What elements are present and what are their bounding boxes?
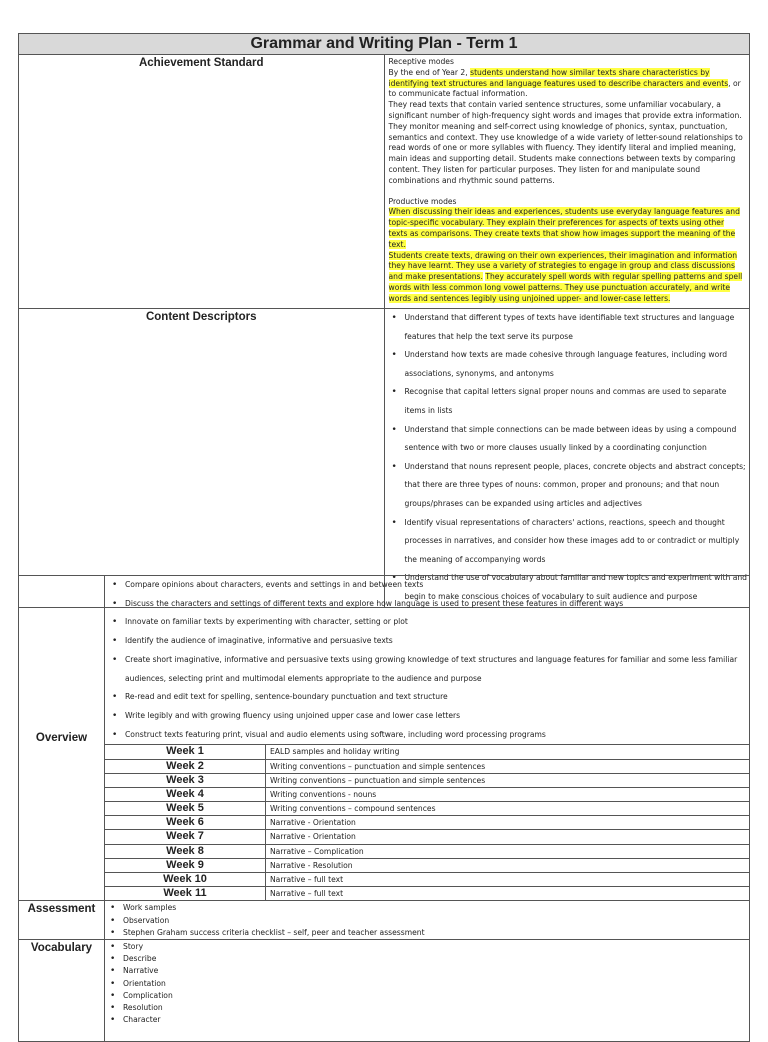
plan-table-bottom	[18, 575, 750, 1042]
receptive-heading: Receptive modes	[388, 57, 454, 66]
overview-item: • Innovate on familiar texts by experimenting with character, setting or plot	[125, 613, 749, 632]
content-descriptor-item: • Understand the use of vocabulary about familiar and new topics and experiment with and begin to make conscious choices of vocabulary to suit audience and purpose	[405, 569, 750, 606]
content-descriptor-item: • Understand that different types of texts have identifiable text structures and language features that help the text serve its purpose	[405, 309, 750, 346]
week-row	[105, 887, 749, 901]
content-descriptor-item: • Recognise that capital letters signal proper nouns and commas are used to separate items in lists	[405, 383, 750, 420]
receptive-body: They read texts that contain varied sentence structures, some unfamiliar vocabulary, a significant number of high-frequency sight words and images that provide extra information. They monitor meaning and self-correct using knowledge of phonics, syntax, punctuation, semantics and context. They use knowledge of a wide variety of letter-sound relationships to read words of one or more syllables with fluency. They identify literal and implied meaning, main ideas and supporting detail. Students make connections between texts by comparing content. They listen for particular purposes. They listen for and manipulate sound combinations and rhythmic sound patterns.	[388, 100, 743, 185]
week-label: Week 4	[105, 787, 266, 801]
vocabulary-item: • Story	[123, 941, 749, 953]
assessment-item: • Stephen Graham success criteria checklist – self, peer and teacher assessment	[123, 927, 749, 939]
week-label: Week 7	[105, 830, 266, 844]
page-title: Grammar and Writing Plan - Term 1	[19, 34, 750, 55]
achievement-standard-text	[384, 55, 750, 309]
week-row	[105, 759, 749, 773]
content-descriptors-label: Content Descriptors	[19, 309, 385, 608]
week-row	[105, 873, 749, 887]
week-label: Week 11	[105, 887, 266, 901]
receptive-text-2: , or to communicate factual information.	[388, 78, 741, 99]
assessment-label: Assessment	[19, 901, 105, 940]
week-topic: Narrative - Orientation	[266, 816, 750, 830]
vocabulary-item: • Narrative	[123, 965, 749, 977]
week-row	[105, 787, 749, 801]
plan-table-top	[18, 33, 750, 608]
receptive-summary	[389, 68, 746, 100]
content-descriptor-item: • Identify visual representations of characters' actions, reactions, speech and thought processes in narratives, and consider how these images add to or contradict or multiply the meaning of accompanying words	[405, 514, 750, 570]
week-label: Week 3	[105, 773, 266, 787]
vocabulary-item: • Character	[123, 1014, 749, 1026]
week-label: Week 2	[105, 759, 266, 773]
content-descriptor-item: • Understand that nouns represent people, places, concrete objects and abstract concepts; that there are three types of nouns: common, proper and pronouns; and that noun groups/phrases can be expanded using articles and adjectives	[405, 458, 750, 514]
overview-item: • Compare opinions about characters, events and settings in and between texts	[125, 576, 749, 595]
week-row	[105, 745, 749, 759]
assessment-item: • Observation	[123, 915, 749, 927]
vocabulary-label: Vocabulary	[19, 940, 105, 1042]
content-descriptors-list	[385, 309, 750, 607]
week-row	[105, 802, 749, 816]
week-topic: Writing conventions – punctuation and simple sentences	[266, 773, 750, 787]
vocabulary-cell	[105, 940, 750, 1042]
highlight: students understand how similar texts share characteristics by identifying text structures and language features used to describe characters and events	[388, 67, 729, 88]
achievement-standard-label: Achievement Standard	[19, 55, 385, 309]
assessment-list	[105, 902, 749, 939]
overview-cell	[105, 576, 750, 901]
week-label: Week 9	[105, 858, 266, 872]
overview-item: • Write legibly and with growing fluency using unjoined upper case and lower case letters	[125, 707, 749, 726]
week-topic: Narrative – full text	[266, 873, 750, 887]
overview-item: • Construct texts featuring print, visual and audio elements using software, including word processing programs	[125, 726, 749, 745]
overview-item: • Identify the audience of imaginative, informative and persuasive texts	[125, 632, 749, 651]
vocabulary-item: • Complication	[123, 990, 749, 1002]
week-row	[105, 844, 749, 858]
week-row	[105, 816, 749, 830]
week-topic: Writing conventions - nouns	[266, 787, 750, 801]
content-descriptor-item: • Understand how texts are made cohesive through language features, including word associations, synonyms, and antonyms	[405, 346, 750, 383]
content-descriptor-item: • Understand that simple connections can be made between ideas by using a compound sentence with two or more clauses usually linked by a coordinating conjunction	[405, 421, 750, 458]
week-label: Week 1	[105, 745, 266, 759]
productive-text	[389, 207, 746, 250]
weeks-table	[105, 744, 749, 900]
content-descriptors-cell	[384, 309, 750, 608]
highlight: They accurately spell words with regular spelling patterns and spell words with less common long vowel patterns. They use punctuation accurately, and write words and sentences legibly using unjoined upper- and lower-case letters.	[388, 272, 743, 303]
vocabulary-item: • Describe	[123, 953, 749, 965]
week-row	[105, 773, 749, 787]
productive-heading: Productive modes	[388, 196, 457, 206]
assessment-cell	[105, 901, 750, 940]
week-topic: Writing conventions – compound sentences	[266, 802, 750, 816]
highlight: When discussing their ideas and experiences, students use everyday language features and topic-specific vocabulary. They explain their preferences for aspects of texts using other texts as comparisons. They create texts that show how images support the meaning of the text.	[388, 207, 740, 249]
week-row	[105, 858, 749, 872]
week-label: Week 10	[105, 873, 266, 887]
assessment-item: • Work samples	[123, 902, 749, 914]
vocabulary-item: • Orientation	[123, 978, 749, 990]
week-topic: Narrative - Resolution	[266, 858, 750, 872]
overview-item: • Discuss the characters and settings of different texts and explore how language is used to present these features in different ways	[125, 595, 749, 614]
week-topic: Narrative – Complication	[266, 844, 750, 858]
week-topic: Writing conventions – punctuation and simple sentences	[266, 759, 750, 773]
overview-item: • Create short imaginative, informative and persuasive texts using growing knowledge of text structures and language features for familiar and some less familiar audiences, selecting print and multimodal elements appropriate to the audience and purpose	[125, 651, 749, 688]
week-topic: EALD samples and holiday writing	[266, 745, 750, 759]
highlight: Students create texts, drawing on their own experiences, their imagination and information they have learnt. They use a variety of strategies to engage in group and class discussions and make presentations.	[388, 250, 738, 282]
week-label: Week 6	[105, 816, 266, 830]
overview-item: • Re-read and edit text for spelling, sentence-boundary punctuation and text structure	[125, 688, 749, 707]
week-topic: Narrative - Orientation	[266, 830, 750, 844]
week-row	[105, 830, 749, 844]
week-label: Week 8	[105, 844, 266, 858]
week-topic: Narrative – full text	[266, 887, 750, 901]
overview-label: Overview	[19, 576, 105, 901]
overview-list	[105, 576, 749, 744]
week-label: Week 5	[105, 802, 266, 816]
vocabulary-list	[105, 941, 749, 1026]
receptive-text-1: By the end of Year 2,	[388, 67, 471, 77]
vocabulary-item: • Resolution	[123, 1002, 749, 1014]
productive-text-2	[389, 251, 746, 305]
